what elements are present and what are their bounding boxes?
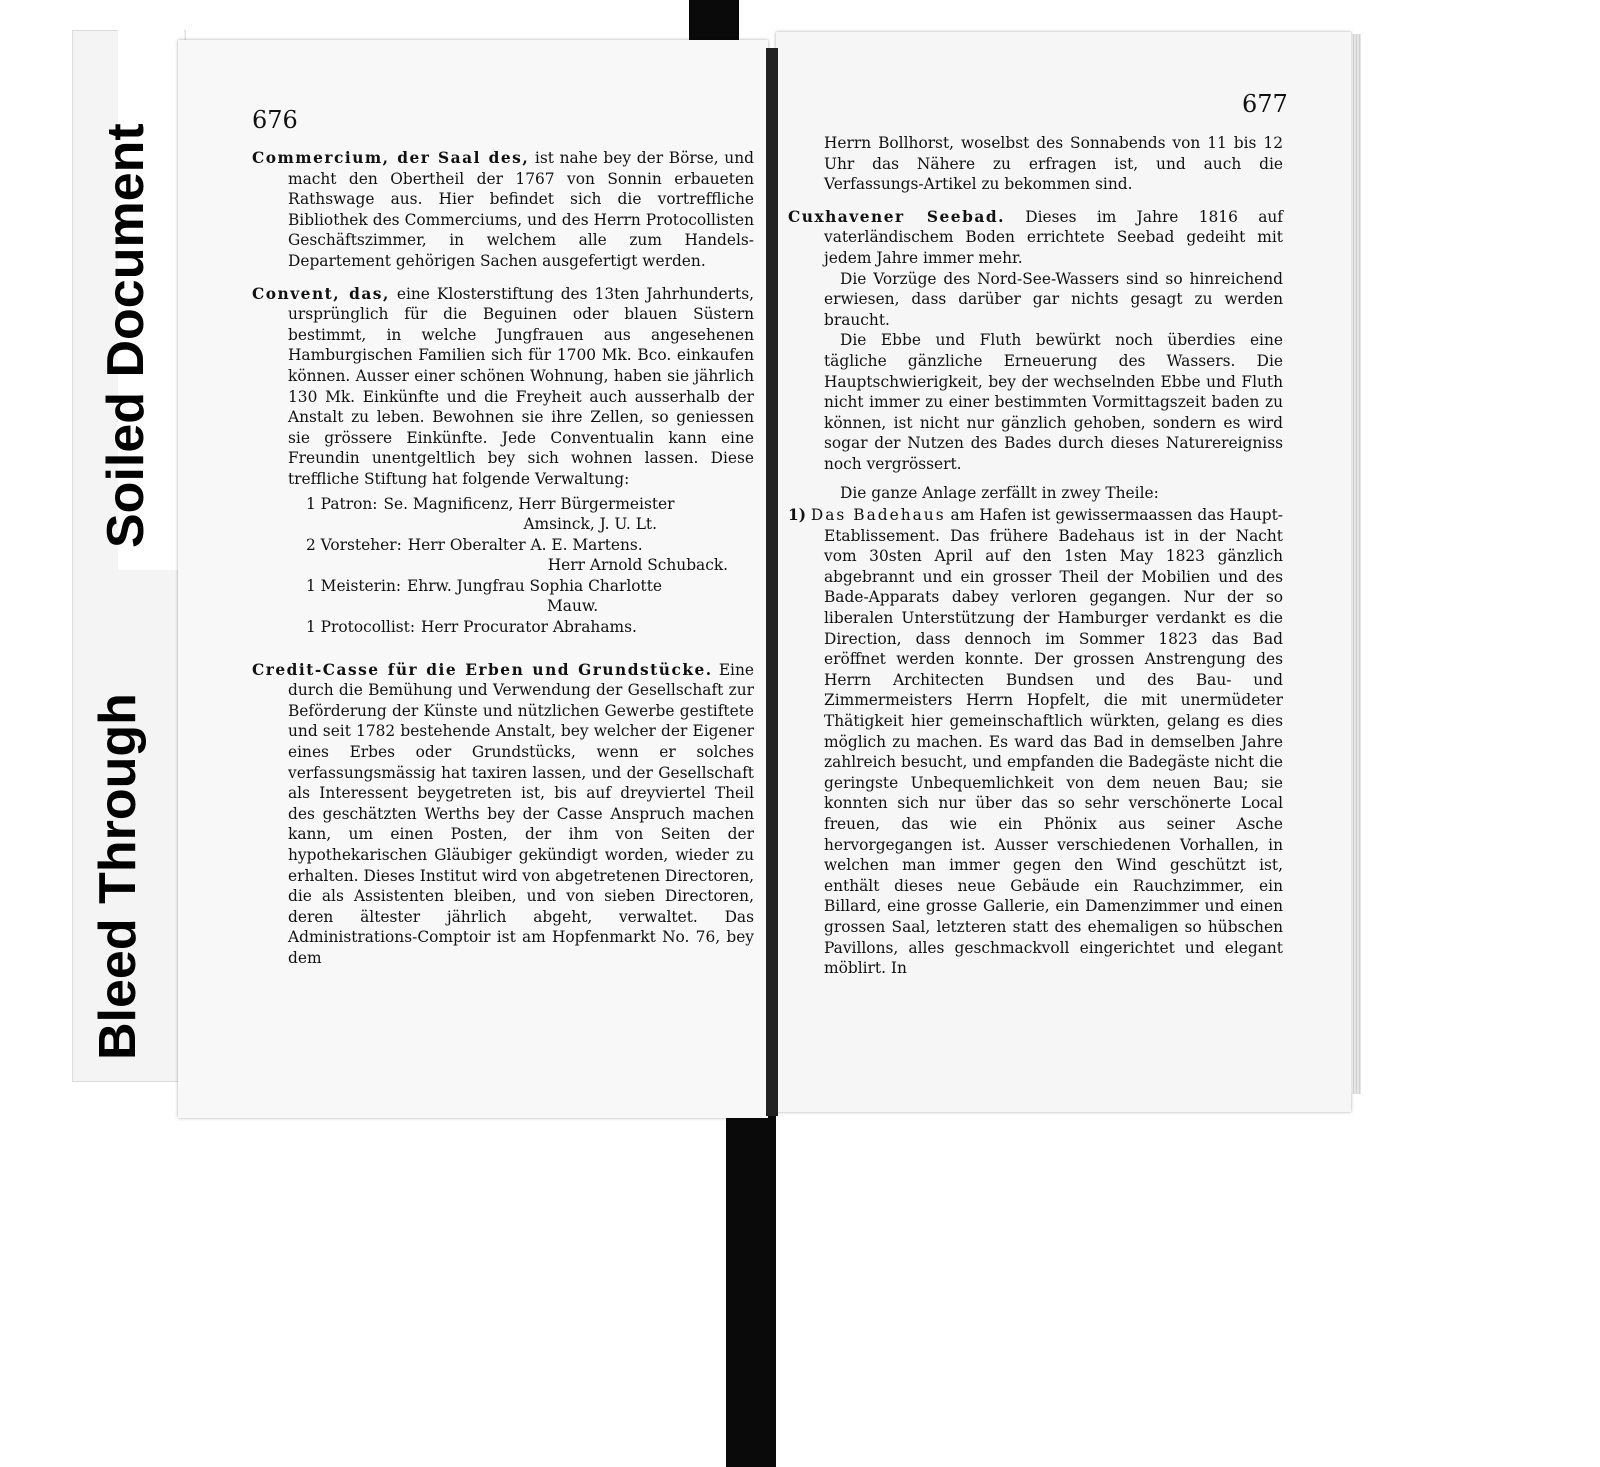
staff-name-line: Se. Magnificenz, Herr Bürgermeister (383, 494, 675, 513)
entry-text: Dieses im Jahre 1816 auf vaterländischem Boden errichtete Seebad gedeiht mit jedem Jahre immer mehr. (824, 207, 1283, 267)
paragraph: Die Ebbe und Fluth bewürkt noch überdies eine tägliche gänzliche Erneuerung des Wassers. Die Hauptschwierigkeit, bey der wechselnden Ebbe und Fluth nicht immer zu einer bestimmten Vormittagszeit baden zu können, ist nicht nur gänzlich gehoben, sondern es wird sogar der Nutzen des Bades durch dieses Naturereigniss noch vergrössert. (824, 331, 1283, 473)
staff-name (407, 576, 754, 617)
page-edges (1351, 34, 1361, 1094)
staff-row (306, 535, 754, 576)
staff-name (383, 494, 754, 535)
staff-name-line: Mauw. (547, 597, 599, 616)
left-page-text (252, 148, 754, 969)
staff-role: 1 Protocollist: (306, 618, 416, 637)
staff-name (408, 535, 754, 576)
numbered-item (788, 505, 1283, 979)
staff-name (421, 617, 754, 638)
bleed-through-label (88, 1000, 148, 1060)
paragraph: Die Vorzüge des Nord-See-Wassers sind so hinreichend erwiesen, dass darüber gar nichts gesagt zu werden braucht. (824, 269, 1283, 329)
page-number-left: 676 (252, 106, 298, 134)
staff-name-line: Herr Oberalter A. E. Martens. (407, 535, 643, 554)
staff-role: 1 Patron: (306, 494, 378, 513)
right-page-text (788, 133, 1283, 979)
page-number-right: 677 (1242, 90, 1288, 118)
staff-name-line: Herr Arnold Schuback. (547, 556, 729, 575)
item-text: am Hafen ist gewissermaassen das Haupt-Etablissement. Das frühere Badehaus ist in der Nacht vom 30sten April auf den 1sten May 1823 gänzlich abgebrannt und ein grosser Theil der Mobilien und des Bade-Apparats dabey verloren gegangen. Nur der so liberalen Unterstützung der Hamburger verdankt es die Direction, dass dennoch im Sommer 1823 das Bad eröffnet werden konnte. Der grossen Anstrengung des Herrn Architecten Bundsen und des Bau- und Zimmermeisters Herrn Hopfelt, die mit unermüdeter Thätigkeit hier gemeinschaftlich würkten, gelang es dies möglich zu machen. Es ward das Bad in demselben Jahre zahlreich besucht, und empfanden die Badegäste nicht die geringste Unbequemlichkeit von dem neuen Bau; sie konnten sich nur über das so sehr verschönerte Local freuen, das wie ein Phönix aus seiner Asche hervorgegangen ist. Ausser verschiedenen Vorhallen, in welchen man immer gegen den Wind geschützt ist, enthält dieses neue Gebäude ein Rauchzimmer, ein Billard, eine grosse Gallerie, ein Damenzimmer und einen grossen Saal, letzteren statt des ehemaligen so hübschen Pavillons, alles geschmackvoll eingerichtet und elegant möblirt. In (824, 506, 1283, 978)
staff-name-line: Amsinck, J. U. Lt. (523, 515, 658, 534)
entry-convent (252, 284, 754, 490)
item-headword: Das Badehaus (810, 506, 946, 525)
entry-commercium (252, 148, 754, 272)
continued-text: Herrn Bollhorst, woselbst des Sonnabends von 11 bis 12 Uhr das Nähere zu erfragen ist, und auch die Verfassungs-Artikel zu bekommen sind. (824, 134, 1283, 194)
staff-name-line: Herr Procurator Abrahams. (421, 618, 637, 637)
entry-text: Eine durch die Bemühung und Verwendung der Gesellschaft zur Beförderung der Künste und nützlichen Gewerbe gestiftete und seit 1782 bestehende Anstalt, bey welcher der Eigener eines Erbes oder Grundstücks, wenn er solches verfassungsmässig hat taxiren lassen, und der Gesellschaft als Interessent beygetreten ist, bis auf dreyviertel Theil des geschätzten Werths bey der Casse Anspruch machen kann, um einen Posten, der ihm von Seiten der hypothekarischen Gläubiger gekündigt worden, wieder zu erhalten. Dieses Institut wird von abgetretenen Directoren, die als Assistenten bleiben, und von sieben Directoren, deren ältester jährlich abgeht, verwaltet. Das Administrations-Comptoir ist am Hopfenmarkt No. 76, bey dem (288, 660, 754, 967)
staff-row (306, 576, 754, 617)
soiled-document-label (96, 488, 156, 548)
convent-staff-list (252, 494, 754, 638)
headword: Convent, das, (252, 284, 390, 303)
book-gutter (766, 48, 778, 1116)
entry-cuxhavener-seebad (788, 207, 1283, 269)
staff-row (306, 494, 754, 535)
item-number: 1) (788, 506, 806, 525)
staff-row (306, 617, 754, 638)
entry-text: ist nahe bey der Börse, und macht den Obertheil der 1767 von Sonnin erbaueten Rathswage aus. Hier befindet sich die vortreffliche Bibliothek des Commerciums, und des Herrn Protocollisten Geschäftszimmer, in welchem alle zum Handels-Departement gehörigen Sachen ausgefertigt werden. (288, 149, 754, 270)
staff-role: 1 Meisterin: (306, 576, 402, 595)
headword: Credit-Casse für die Erben und Grundstücke. (252, 660, 713, 679)
staff-role: 2 Vorsteher: (306, 535, 402, 554)
spine-clip-bottom (726, 1112, 776, 1467)
headword: Cuxhavener Seebad. (788, 207, 1005, 226)
entry-text: eine Klosterstiftung des 13ten Jahrhunderts, ursprünglich für die Beguinen oder blauen Süstern bestimmt, in welche Jungfrauen aus angesehenen Hamburgischen Familien sich für 1700 Mk. Bco. einkaufen können. Ausser einer schönen Wohnung, haben sie jährlich 130 Mk. Einkünfte und die Freyheit auch ausserhalb der Anstalt zu leben. Bewohnen sie ihre Zellen, so geniessen sie grössere Einkünfte. Jede Conventualin kann eine Freundin unentgeltlich bey sich wohnen lassen. Diese treffliche Stiftung hat folgende Verwaltung: (288, 284, 754, 488)
entry-credit-casse (252, 660, 754, 969)
paragraph: Die ganze Anlage zerfällt in zwey Theile: (840, 483, 1159, 502)
staff-name-line: Ehrw. Jungfrau Sophia Charlotte (407, 576, 663, 595)
headword: Commercium, der Saal des, (252, 149, 530, 167)
